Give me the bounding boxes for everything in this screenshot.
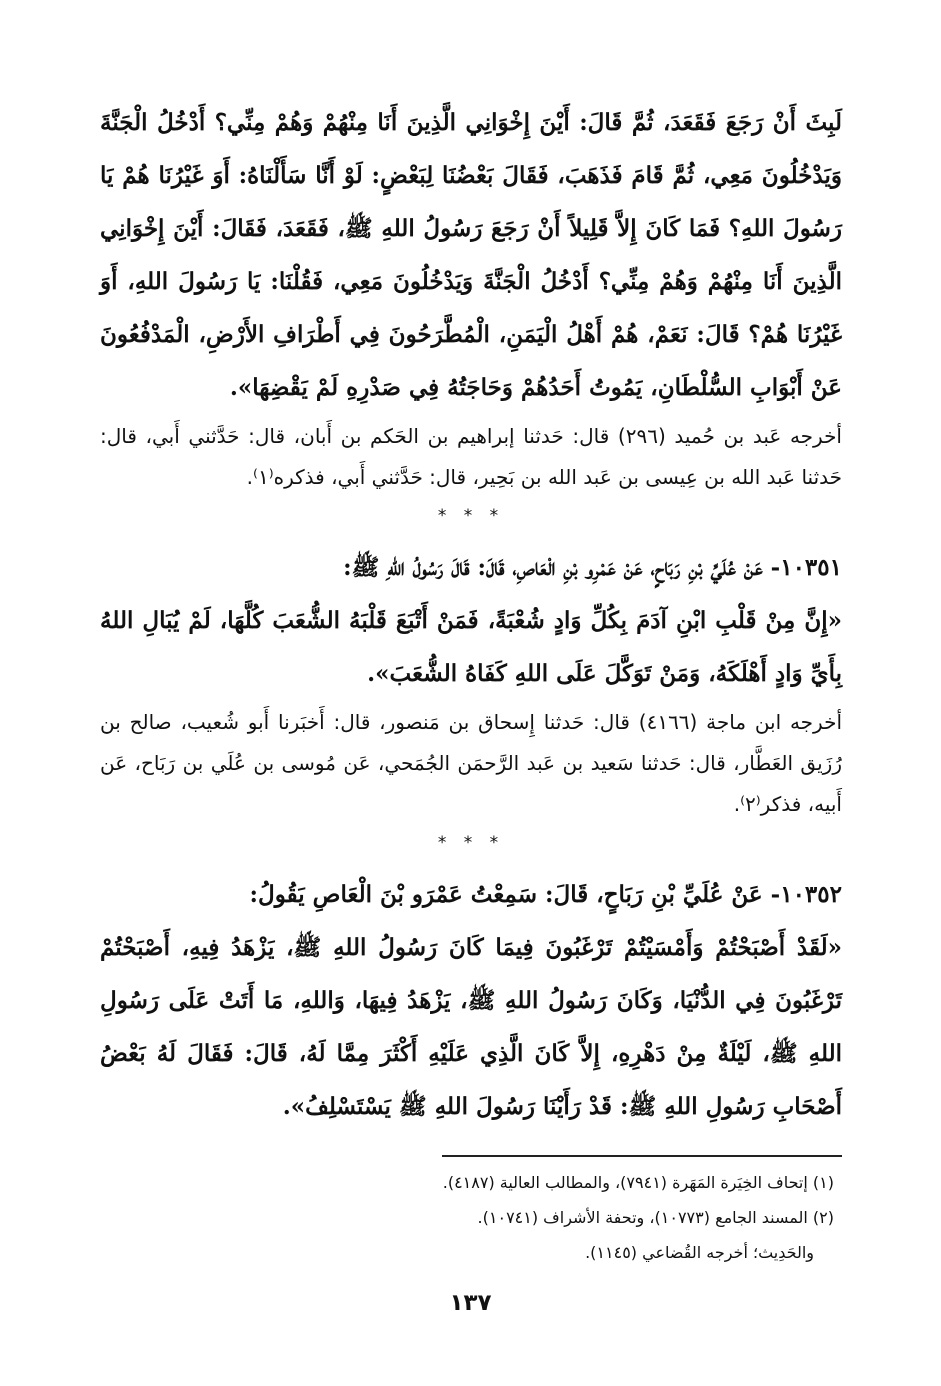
takhrij-text: أخرجه ابن ماجة (٤١٦٦) قال: حَدثنا إِسحاق بن مَنصور، قال: أَخبَرنا أَبو شُعيب، صالح بن رُزَيق العَطَّار، قال: حَدثنا سَعيد بن عَبد الرَّحمَن الجُمَحي، عَن مُوسى بن عُلَي بن رَبَاح، عَن أَبيه، فذكر⁽٢⁾. [100, 710, 842, 816]
hadith-text-10352: «لَقَدْ أَصْبَحْتُمْ وَأَمْسَيْتُمْ تَرْغَبُونَ فِيمَا كَانَ رَسُولُ اللهِ ﷺ، يَزْهَدُ فِيهِ، أَصْبَحْتُمْ تَرْغَبُونَ فِي الدُّنْيَا، وَكَانَ رَسُولُ اللهِ ﷺ، يَزْهَدُ فِيهَا، وَاللهِ، مَا أَتَتْ عَلَى رَسُولِ اللهِ ﷺ، لَيْلَةٌ مِنْ دَهْرِهِ، إِلاَّ كَانَ الَّذِي عَلَيْهِ أَكْثَرَ مِمَّا لَهُ، قَالَ: فَقَالَ لَهُ بَعْضُ أَصْحَابِ رَسُولِ اللهِ ﷺ: قَدْ رَأَيْنَا رَسُولَ اللهِ ﷺ يَسْتَسْلِفُ». [100, 934, 842, 1120]
footnote-2: (٢) المسند الجامع (١٠٧٧٣)، وتحفة الأشراف (١٠٧٤١). [477, 1208, 834, 1227]
takhrij-text: أخرجه عَبد بن حُميد (٢٩٦) قال: حَدثنا إبراهيم بن الحَكم بن أَبان، قال: حَدَّثني أَبي، قال: حَدثنا عَبد الله بن عِيسى بن عَبد الله بن بَحِير، قال: حَدَّثني أَبي، فذكره⁽١⁾. [100, 424, 842, 489]
hadith-text-continued: لَبِثَ أَنْ رَجَعَ فَقَعَدَ، ثُمَّ قَالَ: أَيْنَ إِخْوَانِي الَّذِينَ أَنَا مِنْهُمْ وَهُمْ مِنِّي؟ أَدْخُلُ الْجَنَّةَ وَيَدْخُلُونَ مَعِي، ثُمَّ قَامَ فَذَهَبَ، فَقَالَ بَعْضُنَا لِبَعْضٍ: لَوْ أَنَّا سَأَلْنَاهُ: أَوَ غَيْرُنَا هُمْ يَا رَسُولَ اللهِ؟ فَمَا كَانَ إِلاَّ قَلِيلاً أَنْ رَجَعَ رَسُولُ اللهِ ﷺ، فَقَعَدَ، فَقَالَ: أَيْنَ إِخْوَانِي الَّذِينَ أَنَا مِنْهُمْ وَهُمْ مِنِّي؟ أَدْخُلُ الْجَنَّةَ وَيَدْخُلُونَ مَعِي، فَقُلْنَا: يَا رَسُولَ اللهِ، أَوَ غَيْرُنَا هُمْ؟ قَالَ: نَعَمْ، هُمْ أَهْلُ الْيَمَنِ، الْمُطَّرَحُونَ فِي أَطْرَافِ الأَرْضِ، الْمَدْفُعُونَ عَنْ أَبْوَابِ السُّلْطَانِ، يَمُوتُ أَحَدُهُمْ وَحَاجَتُهُ فِي صَدْرِهِ لَمْ يَقْضِهَا». [100, 109, 842, 401]
page-body [100, 96, 842, 1270]
footnote-2-continued: والحَدِيث؛ أخرجه القُضاعي (١١٤٥). [585, 1243, 814, 1262]
hadith-text-10351: «إِنَّ مِنْ قَلْبِ ابْنِ آدَمَ بِكُلِّ وَادٍ شُعْبَةً، فَمَنْ أَتْبَعَ قَلْبَهُ الشُّعَبَ كُلَّهَا، لَمْ يُبَالِ اللهُ بِأَيِّ وَادٍ أَهْلَكَهُ، وَمَنْ تَوَكَّلَ عَلَى اللهِ كَفَاهُ الشُّعَبَ». [100, 607, 842, 687]
footnote-1: (١) إتحاف الخِيَرة المَهَرة (٧٩٤١)، والمطالب العالية (٤١٨٧). [442, 1173, 834, 1192]
section-separator: * * * [437, 833, 505, 853]
page-number: ١٣٧ [449, 1290, 492, 1316]
hadith-heading-10351: ١٠٣٥١- عَنْ عُلَيِّ بْنِ رَبَاحٍ، عَنْ عَمْرِو بْنِ الْعَاصِ، قَالَ: قَالَ رَسُولُ اللهِ ﷺ: [343, 554, 842, 581]
section-separator: * * * [437, 506, 505, 526]
footnote-divider [442, 1155, 842, 1157]
hadith-heading-10352: ١٠٣٥٢- عَنْ عُلَيِّ بْنِ رَبَاحٍ، قَالَ: سَمِعْتُ عَمْرَو بْنَ الْعَاصِ يَقُولُ: [249, 881, 842, 908]
